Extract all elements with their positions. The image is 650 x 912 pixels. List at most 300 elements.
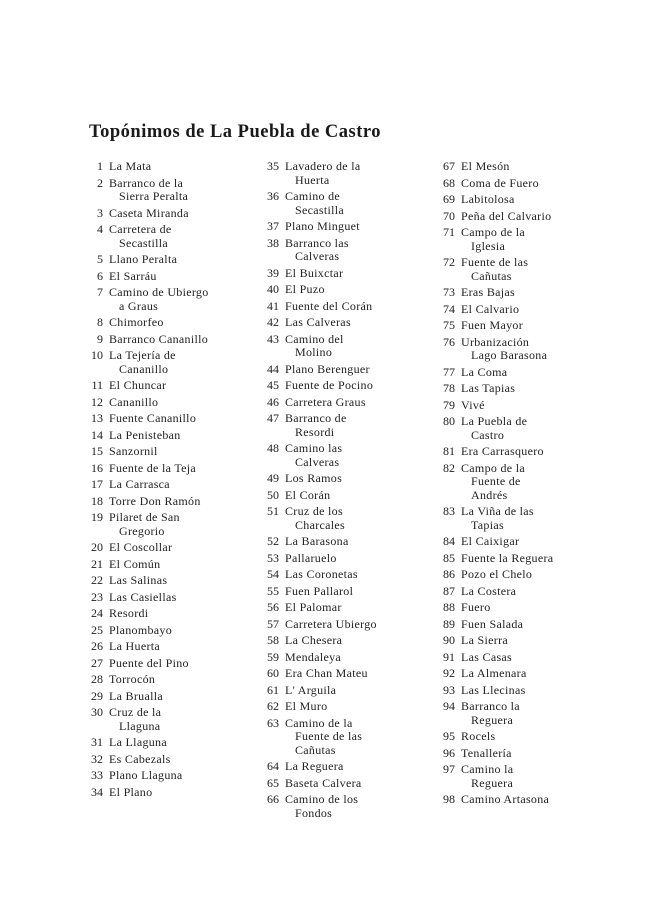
toponym-name-continuation: Cañutas bbox=[471, 268, 512, 283]
toponym-number: 72 bbox=[443, 255, 455, 269]
toponym-name bbox=[109, 673, 248, 687]
toponym-name bbox=[461, 462, 604, 503]
toponym-name bbox=[109, 462, 248, 476]
toponym-name-line: La Chesera bbox=[285, 633, 343, 647]
toponym-number: 41 bbox=[267, 298, 279, 313]
toponym-entry bbox=[263, 379, 428, 393]
toponym-name-line: La Llaguna bbox=[109, 735, 167, 749]
toponym-name bbox=[109, 786, 248, 800]
toponym-name-line: El Chuncar bbox=[109, 378, 167, 392]
toponym-number: 57 bbox=[267, 616, 279, 631]
toponym-name-line: La Carrasca bbox=[109, 477, 170, 491]
toponym-entry bbox=[88, 640, 248, 654]
toponym-name bbox=[285, 535, 428, 549]
toponym-entry bbox=[263, 505, 428, 532]
toponym-entry bbox=[263, 717, 428, 758]
toponym-number: 60 bbox=[267, 666, 279, 680]
toponym-entry bbox=[88, 429, 248, 443]
toponym-number: 9 bbox=[97, 331, 103, 346]
toponym-number: 29 bbox=[91, 688, 103, 703]
toponym-entry bbox=[263, 618, 428, 632]
toponym-name bbox=[109, 657, 248, 671]
toponym-number: 71 bbox=[443, 225, 455, 239]
toponym-name-line: Cruz de la bbox=[109, 705, 162, 719]
toponym-name-line: El Muro bbox=[285, 699, 328, 713]
toponym-name-line: Fuente del Corán bbox=[285, 298, 373, 313]
toponym-name bbox=[461, 763, 604, 790]
toponym-name-line: Las Salinas bbox=[109, 573, 168, 587]
toponym-number: 81 bbox=[443, 444, 455, 458]
toponym-name bbox=[109, 207, 248, 221]
toponym-name-line: Vivé bbox=[461, 397, 485, 412]
toponym-name-line: Baseta Calvera bbox=[285, 775, 362, 790]
toponym-number: 1 bbox=[97, 159, 103, 173]
toponym-number: 74 bbox=[443, 301, 455, 316]
toponym-name bbox=[285, 777, 428, 791]
toponym-entry bbox=[439, 651, 604, 665]
toponym-number: 50 bbox=[267, 487, 279, 502]
toponym-name-line: Carretera Graus bbox=[285, 394, 366, 409]
toponym-number: 36 bbox=[267, 189, 279, 203]
toponym-name bbox=[285, 396, 428, 410]
toponym-entry bbox=[88, 736, 248, 750]
toponym-name bbox=[461, 286, 604, 300]
toponym-name bbox=[109, 333, 248, 347]
toponym-entry bbox=[88, 412, 248, 426]
toponym-entry bbox=[439, 601, 604, 615]
toponym-name-line: El Coscollar bbox=[109, 540, 173, 554]
toponym-name-continuation: Calveras bbox=[295, 454, 340, 469]
toponym-name bbox=[285, 300, 428, 314]
toponym-number: 21 bbox=[91, 556, 103, 571]
toponym-entry bbox=[88, 495, 248, 509]
toponym-name bbox=[109, 574, 248, 588]
toponym-name bbox=[109, 349, 248, 376]
toponym-name bbox=[461, 382, 604, 396]
toponym-entry bbox=[439, 226, 604, 253]
toponym-number: 73 bbox=[443, 285, 455, 299]
toponym-number: 46 bbox=[267, 394, 279, 409]
toponym-entry bbox=[88, 624, 248, 638]
toponym-number: 16 bbox=[91, 460, 103, 475]
toponym-name-line: Fuente de la Teja bbox=[109, 460, 197, 475]
toponym-name-line: El Caixigar bbox=[461, 534, 520, 548]
toponym-name-line: Camino de los bbox=[285, 792, 359, 806]
toponym-name-line: La Puebla de bbox=[461, 414, 528, 428]
toponym-name-line: Carretera Ubiergo bbox=[285, 616, 377, 631]
toponym-number: 19 bbox=[91, 510, 103, 524]
toponym-number: 76 bbox=[443, 334, 455, 349]
toponym-number: 43 bbox=[267, 331, 279, 346]
toponym-name-line: Mendaleya bbox=[285, 649, 342, 664]
toponym-entry bbox=[88, 349, 248, 376]
toponym-number: 48 bbox=[267, 441, 279, 455]
toponym-entry bbox=[439, 462, 604, 503]
toponym-number: 96 bbox=[443, 745, 455, 760]
toponym-entry bbox=[88, 462, 248, 476]
toponym-entry bbox=[88, 207, 248, 221]
toponym-entry bbox=[88, 558, 248, 572]
toponym-name-line: Campo de la bbox=[461, 460, 525, 475]
toponym-number: 78 bbox=[443, 381, 455, 395]
toponym-entry bbox=[263, 535, 428, 549]
toponym-number: 27 bbox=[91, 655, 103, 670]
toponym-number: 37 bbox=[267, 219, 279, 233]
toponym-number: 39 bbox=[267, 265, 279, 280]
toponym-name-line: Fuen Pallarol bbox=[285, 583, 354, 598]
toponym-number: 91 bbox=[443, 649, 455, 664]
toponym-name-line: El Mesón bbox=[461, 159, 510, 173]
toponym-name-line: Camino Artasona bbox=[461, 792, 550, 806]
toponym-name-continuation: Reguera bbox=[471, 775, 514, 790]
toponym-entry bbox=[263, 442, 428, 469]
toponym-entry bbox=[263, 190, 428, 217]
toponym-name bbox=[461, 319, 604, 333]
toponym-name-line: La Reguera bbox=[285, 759, 344, 773]
toponym-number: 12 bbox=[91, 394, 103, 409]
toponym-entry bbox=[88, 511, 248, 538]
toponym-name bbox=[285, 316, 428, 330]
toponym-number: 24 bbox=[91, 606, 103, 620]
toponym-entry bbox=[439, 160, 604, 174]
toponym-number: 25 bbox=[91, 622, 103, 637]
toponym-name-line: Fuero bbox=[461, 600, 491, 614]
toponym-number: 94 bbox=[443, 699, 455, 713]
toponym-entry bbox=[439, 445, 604, 459]
toponym-name bbox=[461, 445, 604, 459]
toponym-entry bbox=[88, 160, 248, 174]
toponym-entry bbox=[88, 591, 248, 605]
toponym-number: 52 bbox=[267, 534, 279, 548]
toponym-name-continuation: Iglesia bbox=[471, 238, 506, 253]
toponym-name-line: Camino del bbox=[285, 331, 344, 346]
toponym-entry bbox=[439, 336, 604, 363]
toponym-name bbox=[109, 286, 248, 313]
toponym-name-line: La Viña de las bbox=[461, 504, 534, 518]
toponym-name-continuation: Fondos bbox=[295, 805, 333, 820]
toponym-entry bbox=[439, 256, 604, 283]
toponym-name bbox=[109, 270, 248, 284]
toponym-number: 65 bbox=[267, 775, 279, 790]
toponym-entry bbox=[263, 316, 428, 330]
toponym-name bbox=[461, 667, 604, 681]
toponym-number: 17 bbox=[91, 477, 103, 491]
toponym-name bbox=[285, 160, 428, 187]
toponym-name bbox=[285, 333, 428, 360]
toponym-number: 56 bbox=[267, 600, 279, 614]
toponym-name bbox=[461, 747, 604, 761]
toponym-number: 88 bbox=[443, 600, 455, 614]
toponym-number: 8 bbox=[97, 315, 103, 329]
toponym-number: 95 bbox=[443, 729, 455, 743]
toponym-name bbox=[461, 684, 604, 698]
toponym-name bbox=[109, 412, 248, 426]
toponym-name-line: Camino de bbox=[285, 189, 341, 203]
toponym-name-line: Cruz de los bbox=[285, 504, 343, 518]
toponym-name-continuation: Resordi bbox=[295, 424, 335, 439]
toponym-entry bbox=[88, 769, 248, 783]
toponym-name-line: Fuente de las bbox=[461, 255, 529, 269]
toponym-number: 22 bbox=[91, 573, 103, 587]
toponym-entry bbox=[263, 793, 428, 820]
toponym-name-continuation: Llaguna bbox=[119, 718, 161, 733]
toponym-name-line: Barranco de bbox=[285, 411, 347, 425]
toponym-entry bbox=[439, 634, 604, 648]
toponym-entry bbox=[88, 333, 248, 347]
toponym-name bbox=[461, 601, 604, 615]
toponym-column-2 bbox=[263, 160, 428, 823]
toponym-entry bbox=[439, 415, 604, 442]
toponym-entry bbox=[263, 160, 428, 187]
toponym-entry bbox=[439, 286, 604, 300]
toponym-name-line: Plano Minguet bbox=[285, 219, 360, 233]
toponym-name bbox=[109, 429, 248, 443]
toponym-number: 2 bbox=[97, 175, 103, 190]
toponym-entry bbox=[88, 478, 248, 492]
toponym-name bbox=[461, 336, 604, 363]
toponym-number: 85 bbox=[443, 550, 455, 565]
toponym-entry bbox=[263, 684, 428, 698]
toponym-name bbox=[285, 472, 428, 486]
toponym-name-line: La Mata bbox=[109, 159, 152, 173]
toponym-name-line: Pallaruelo bbox=[285, 550, 337, 565]
toponym-name bbox=[285, 651, 428, 665]
toponym-name-line: Barranco las bbox=[285, 235, 349, 250]
toponym-name-line: El Palomar bbox=[285, 600, 342, 614]
toponym-name-line: Fuente de Pocino bbox=[285, 378, 374, 392]
toponym-number: 11 bbox=[91, 378, 103, 392]
toponym-number: 53 bbox=[267, 550, 279, 565]
toponym-entry bbox=[439, 177, 604, 191]
toponym-number: 66 bbox=[267, 792, 279, 806]
toponym-entry bbox=[263, 333, 428, 360]
toponym-entry bbox=[88, 786, 248, 800]
toponym-number: 93 bbox=[443, 682, 455, 697]
toponym-entry bbox=[439, 763, 604, 790]
toponym-entry bbox=[439, 382, 604, 396]
toponym-name-continuation: Castro bbox=[471, 427, 505, 442]
toponym-number: 6 bbox=[97, 268, 103, 283]
toponym-name bbox=[285, 379, 428, 393]
toponym-entry bbox=[439, 210, 604, 224]
toponym-name-line: Las Casiellas bbox=[109, 589, 177, 604]
toponym-name bbox=[461, 366, 604, 380]
toponym-entry bbox=[439, 535, 604, 549]
toponym-name bbox=[109, 624, 248, 638]
toponym-name-line: Llano Peralta bbox=[109, 252, 178, 266]
toponym-entry bbox=[263, 237, 428, 264]
toponym-name bbox=[461, 793, 604, 807]
toponym-entry bbox=[439, 618, 604, 632]
toponym-number: 33 bbox=[91, 768, 103, 782]
toponym-name-line: Las Calveras bbox=[285, 315, 351, 329]
toponym-entry bbox=[439, 303, 604, 317]
toponym-number: 75 bbox=[443, 318, 455, 332]
toponym-entry bbox=[263, 667, 428, 681]
toponym-number: 55 bbox=[267, 583, 279, 598]
toponym-name-line: El Sarráu bbox=[109, 268, 157, 283]
toponym-name-continuation: Cananillo bbox=[119, 361, 169, 376]
toponym-entry bbox=[88, 673, 248, 687]
toponym-entry bbox=[439, 505, 604, 532]
toponym-number: 87 bbox=[443, 583, 455, 598]
toponym-name-continuation: Huerta bbox=[295, 172, 330, 187]
toponym-name-line: Fuente Cananillo bbox=[109, 411, 197, 425]
toponym-name bbox=[285, 283, 428, 297]
toponym-entry bbox=[88, 706, 248, 733]
toponym-entry bbox=[439, 366, 604, 380]
toponym-number: 86 bbox=[443, 567, 455, 581]
toponym-name-line: Sanzornil bbox=[109, 444, 158, 458]
toponym-name-continuation: Reguera bbox=[471, 712, 514, 727]
toponym-name-line: Cananillo bbox=[109, 394, 159, 409]
toponym-name-line: Fuente la Reguera bbox=[461, 550, 554, 565]
toponym-name bbox=[461, 568, 604, 582]
toponym-name bbox=[461, 193, 604, 207]
toponym-name-line: Torrocón bbox=[109, 672, 156, 686]
toponym-name bbox=[285, 190, 428, 217]
toponym-number: 32 bbox=[91, 751, 103, 766]
toponym-name bbox=[461, 552, 604, 566]
toponym-name bbox=[461, 700, 604, 727]
toponym-number: 64 bbox=[267, 759, 279, 773]
toponym-entry bbox=[263, 363, 428, 377]
toponym-entry bbox=[88, 177, 248, 204]
toponym-name-line: L' Arguila bbox=[285, 682, 337, 697]
toponym-number: 51 bbox=[267, 504, 279, 518]
toponym-name bbox=[461, 415, 604, 442]
toponym-entry bbox=[88, 541, 248, 555]
toponym-name bbox=[109, 445, 248, 459]
toponym-name bbox=[109, 396, 248, 410]
toponym-entry bbox=[263, 568, 428, 582]
toponym-name-line: Resordi bbox=[109, 606, 149, 620]
toponym-number: 58 bbox=[267, 633, 279, 647]
toponym-name bbox=[285, 634, 428, 648]
toponym-name bbox=[285, 585, 428, 599]
toponym-name-line: Los Ramos bbox=[285, 471, 343, 485]
toponym-entry bbox=[88, 690, 248, 704]
toponym-name-line: Camino de la bbox=[285, 715, 353, 730]
toponym-entry bbox=[88, 753, 248, 767]
toponym-name-line: Es Cabezals bbox=[109, 751, 171, 766]
toponym-name-line: Barranco Cananillo bbox=[109, 331, 209, 346]
toponym-name bbox=[109, 736, 248, 750]
toponym-entry bbox=[88, 286, 248, 313]
toponym-name bbox=[461, 505, 604, 532]
toponym-name bbox=[285, 684, 428, 698]
toponym-number: 34 bbox=[91, 784, 103, 799]
toponym-name bbox=[461, 160, 604, 174]
toponym-name bbox=[109, 591, 248, 605]
toponym-number: 67 bbox=[443, 159, 455, 173]
toponym-number: 69 bbox=[443, 192, 455, 206]
toponym-number: 4 bbox=[97, 222, 103, 236]
toponym-number: 84 bbox=[443, 534, 455, 548]
toponym-name-line: Urbanización bbox=[461, 334, 530, 349]
toponym-name-line: Caseta Miranda bbox=[109, 205, 189, 220]
toponym-name-line: El Buixctar bbox=[285, 265, 344, 280]
toponym-name-continuation: Sierra Peralta bbox=[119, 189, 189, 203]
toponym-name bbox=[109, 478, 248, 492]
toponym-name-line: Camino las bbox=[285, 441, 343, 455]
toponym-number: 42 bbox=[267, 315, 279, 329]
toponym-name-line: La Almenara bbox=[461, 666, 527, 680]
toponym-name bbox=[285, 601, 428, 615]
toponym-number: 68 bbox=[443, 175, 455, 190]
toponym-number: 89 bbox=[443, 616, 455, 631]
toponym-name bbox=[109, 640, 248, 654]
toponym-number: 83 bbox=[443, 504, 455, 518]
toponym-entry bbox=[439, 585, 604, 599]
toponym-entry bbox=[263, 472, 428, 486]
toponym-entry bbox=[439, 667, 604, 681]
toponym-number: 82 bbox=[443, 460, 455, 475]
toponym-column-1 bbox=[88, 160, 248, 802]
toponym-entry bbox=[263, 396, 428, 410]
toponym-number: 47 bbox=[267, 411, 279, 425]
toponym-name-line: El Común bbox=[109, 556, 161, 571]
toponym-name-line: La Costera bbox=[461, 583, 517, 598]
toponym-entry bbox=[439, 793, 604, 807]
toponym-name bbox=[109, 511, 248, 538]
toponym-number: 10 bbox=[91, 348, 103, 362]
toponym-name-line: La Penisteban bbox=[109, 427, 181, 442]
toponym-entry bbox=[88, 379, 248, 393]
toponym-name-continuation: a Graus bbox=[119, 298, 159, 313]
toponym-entry bbox=[263, 651, 428, 665]
toponym-name bbox=[461, 226, 604, 253]
toponym-number: 79 bbox=[443, 397, 455, 412]
toponym-name-line: Las Coronetas bbox=[285, 567, 358, 581]
toponym-name-line: Barranco de la bbox=[109, 175, 184, 190]
toponym-name bbox=[109, 379, 248, 393]
toponym-name bbox=[285, 442, 428, 469]
toponym-entry bbox=[263, 760, 428, 774]
toponym-number: 15 bbox=[91, 444, 103, 458]
toponym-name bbox=[285, 505, 428, 532]
toponym-number: 38 bbox=[267, 235, 279, 250]
toponym-name bbox=[285, 568, 428, 582]
toponym-name-continuation: Cañutas bbox=[295, 742, 336, 757]
toponym-number: 63 bbox=[267, 715, 279, 730]
toponym-name-continuation: Fuente de bbox=[471, 474, 521, 488]
toponym-name bbox=[285, 220, 428, 234]
toponym-name bbox=[461, 634, 604, 648]
toponym-name-line: Carretera de bbox=[109, 222, 172, 236]
toponym-name-line: Camino la bbox=[461, 762, 514, 776]
toponym-name bbox=[109, 495, 248, 509]
toponym-name-line: Pilaret de San bbox=[109, 510, 180, 524]
toponym-name-line: Las Casas bbox=[461, 649, 513, 664]
toponym-number: 97 bbox=[443, 762, 455, 776]
toponym-name bbox=[285, 793, 428, 820]
toponym-entry bbox=[263, 700, 428, 714]
toponym-number: 28 bbox=[91, 672, 103, 686]
toponym-name bbox=[109, 253, 248, 267]
toponym-name-line: Peña del Calvario bbox=[461, 208, 552, 223]
toponym-name bbox=[461, 256, 604, 283]
toponym-name bbox=[461, 585, 604, 599]
toponym-name bbox=[109, 541, 248, 555]
toponym-number: 77 bbox=[443, 364, 455, 379]
toponym-name bbox=[285, 489, 428, 503]
toponym-number: 35 bbox=[267, 159, 279, 173]
toponym-entry bbox=[439, 193, 604, 207]
toponym-name-line: Labitolosa bbox=[461, 192, 515, 206]
toponym-entry bbox=[439, 700, 604, 727]
toponym-number: 26 bbox=[91, 639, 103, 653]
